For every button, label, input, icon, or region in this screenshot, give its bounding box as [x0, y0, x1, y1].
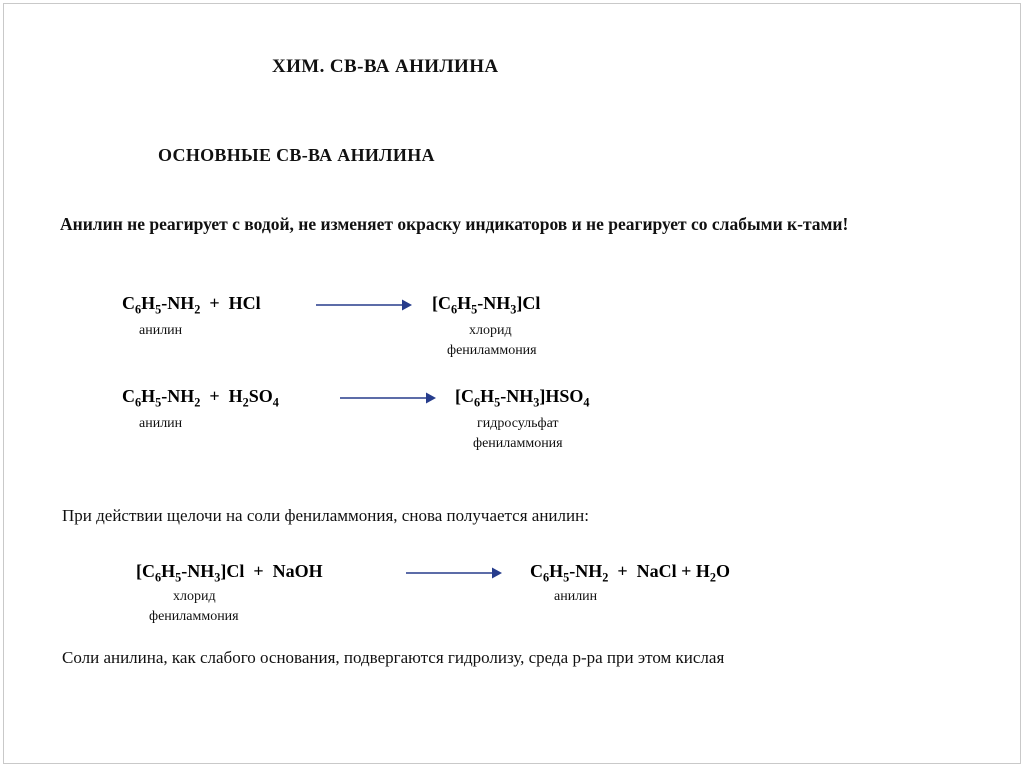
equation-3-reactant-label-line1: хлорид [173, 589, 216, 604]
alkali-note-text: При действии щелочи на соли фениламмония, снова получается анилин: [62, 506, 589, 525]
equation-1-products: $[C_6H_5-NH_3]Cl$ [432, 293, 541, 317]
equation-1-product-label-line2: фениламмония [447, 343, 537, 358]
equation-3-products: $C_6H_5-NH_2$ + NaCl + $H_2O$ [530, 561, 731, 585]
equation-2-reactants: $C_6H_5-NH_2 + H_2SO_4$ [122, 386, 279, 410]
page-title: ХИМ. СВ-ВА АНИЛИНА [272, 56, 499, 77]
reaction-arrow-right-icon [340, 390, 436, 406]
equation-1-reactants: $C_6H_5-NH_2$ + HCl [122, 293, 261, 317]
equation-3-reactant-label-line2: фениламмония [149, 609, 239, 624]
equation-2-products: $[C_6H_5-NH_3]HSO_4$ [455, 386, 590, 410]
reaction-arrow-right-icon [316, 297, 412, 313]
intro-text: Анилин не реагирует с водой, не изменяет окраску индикаторов и не реагирует со слабыми к-тами! [60, 214, 849, 234]
equation-2-product-label-line1: гидросульфат [477, 416, 559, 431]
equation-2-reactant-label: анилин [139, 416, 183, 431]
equation-2-product-label-line2: фениламмония [473, 436, 563, 451]
hydrolysis-note-text: Соли анилина, как слабого основания, подвергаются гидролизу, среда р-ра при этом кислая [62, 648, 725, 667]
section-subtitle: ОСНОВНЫЕ СВ-ВА АНИЛИНА [158, 145, 435, 165]
equation-3-reactants: $[C_6H_5-NH_3]Cl$ + NaOH [136, 561, 323, 585]
equation-1-product-label-line1: хлорид [469, 323, 512, 338]
equation-1-reactant-label: анилин [139, 323, 183, 338]
reaction-arrow-right-icon [406, 565, 502, 581]
equation-3-product-label: анилин [554, 589, 598, 604]
